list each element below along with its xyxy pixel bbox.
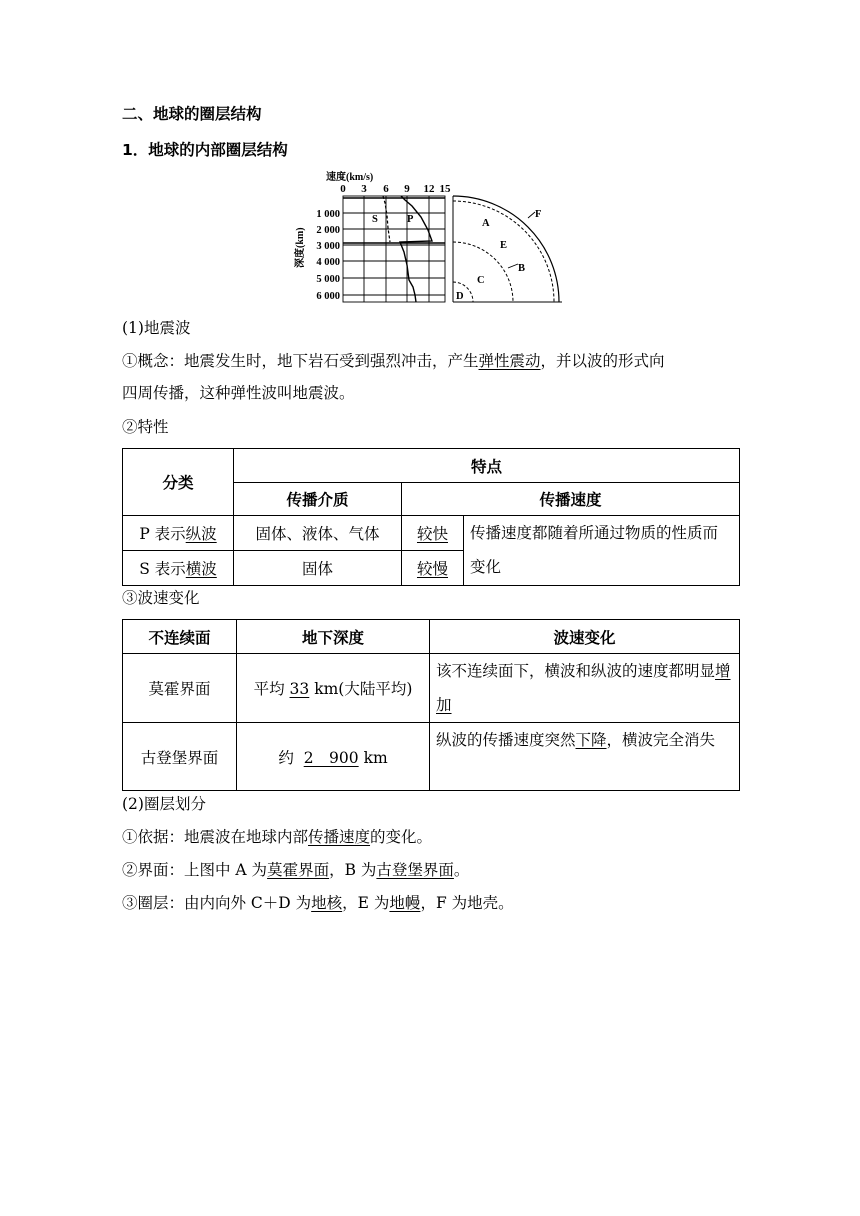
- medium-cell: 固体: [234, 551, 402, 586]
- waves-heading: (1)地震波: [122, 319, 191, 337]
- depth-prefix: 约: [278, 748, 304, 767]
- spheres-term-2: 地幔: [389, 894, 421, 912]
- table-row: [123, 654, 740, 723]
- p-wave-label: P: [407, 214, 414, 225]
- speed-tick: 15: [439, 183, 451, 195]
- s-wave-curve: [383, 196, 390, 242]
- depth-tick: 6 000: [316, 291, 340, 302]
- change-cell: [430, 723, 740, 791]
- speed-change-table: [122, 619, 740, 791]
- col-depth-header: 地下深度: [237, 620, 430, 654]
- speed-tick: 3: [361, 183, 367, 195]
- speed-tick: 12: [423, 183, 435, 195]
- layers-heading: (2)圈层划分: [122, 795, 206, 813]
- layer-a-label: A: [482, 218, 490, 229]
- interfaces-suffix: 。: [453, 861, 470, 879]
- surface-cell: 古登堡界面: [123, 723, 237, 791]
- col-speed-header: 传播速度: [402, 483, 740, 516]
- layer-e-label: E: [500, 240, 508, 251]
- basis-suffix: 的变化。: [370, 828, 433, 846]
- interfaces-prefix: ②界面：上图中 A 为: [122, 861, 268, 879]
- layers-basis: [122, 826, 432, 848]
- concept-line-1: [122, 350, 665, 372]
- col-medium-header: 传播介质: [234, 483, 402, 516]
- props-heading: ②特性: [122, 418, 169, 436]
- spheres-term-1: 地核: [311, 894, 343, 912]
- spheres-mid: ，E 为: [342, 894, 390, 912]
- depth-tick: 3 000: [316, 241, 340, 252]
- change-heading: ③波速变化: [122, 589, 200, 607]
- concept-line-2: 四周传播，这种弹性波叫地震波。: [122, 384, 355, 402]
- basis-term: 传播速度: [308, 828, 371, 846]
- concept-term: 弹性震动: [478, 352, 541, 370]
- speed-tick: 9: [404, 183, 410, 195]
- s-wave-label: S: [372, 214, 378, 225]
- category-prefix: S 表示: [139, 560, 186, 578]
- depth-tick: 5 000: [316, 274, 340, 285]
- layers-spheres: [122, 892, 514, 914]
- interfaces-term-1: 莫霍界面: [267, 861, 330, 879]
- depth-value: 2 900: [303, 748, 359, 767]
- category-term: 横波: [185, 560, 217, 578]
- depth-axis-label: 深度(km): [295, 227, 306, 268]
- chart-grid: [343, 196, 445, 302]
- col-change-header: 波速变化: [430, 620, 740, 654]
- depth-tick: 4 000: [316, 257, 340, 268]
- speed-cell: [402, 516, 464, 551]
- interfaces-term-2: 古登堡界面: [376, 861, 454, 879]
- table-row: [123, 723, 740, 791]
- spheres-prefix: ③圈层：由内向外 C＋D 为: [122, 894, 312, 912]
- speed-tick: 0: [340, 183, 346, 195]
- earth-structure-figure: [290, 170, 575, 306]
- change-term: 增加: [436, 662, 731, 714]
- category-cell: [123, 516, 234, 551]
- layer-f-label: F: [535, 209, 542, 220]
- depth-tick: 2 000: [316, 225, 340, 236]
- layer-c-label: C: [477, 275, 485, 286]
- layer-b-label: B: [518, 263, 526, 274]
- concept-prefix: ①概念：地震发生时，地下岩石受到强烈冲击，产生: [122, 352, 479, 370]
- interfaces-mid: ，B 为: [329, 861, 377, 879]
- speed-axis-label: 速度(km/s): [326, 172, 374, 183]
- col-surface-header: 不连续面: [123, 620, 237, 654]
- col-feature-header: 特点: [234, 449, 740, 483]
- basis-prefix: ①依据：地震波在地球内部: [122, 828, 309, 846]
- change-prefix: 纵波的传播速度突然: [436, 731, 576, 749]
- category-cell: [123, 551, 234, 586]
- p-wave-curve: [400, 196, 432, 302]
- layer-d-label: D: [456, 291, 464, 302]
- change-term: 下降: [575, 731, 607, 749]
- section-title: 二、地球的圈层结构: [122, 105, 262, 123]
- section-subtitle: 1．地球的内部圈层结构: [122, 141, 288, 159]
- depth-value: 33: [289, 680, 310, 698]
- surface-cell: 莫霍界面: [123, 654, 237, 723]
- concept-suffix: ，并以波的形式向: [540, 352, 665, 370]
- category-prefix: P 表示: [139, 525, 186, 543]
- depth-suffix: km: [358, 748, 388, 767]
- speed-term: 较慢: [416, 560, 448, 578]
- spheres-suffix: ，F 为地壳。: [420, 894, 514, 912]
- speed-term: 较快: [416, 525, 448, 543]
- change-cell: [430, 654, 740, 723]
- depth-cell: [237, 723, 430, 791]
- depth-cell: [237, 654, 430, 723]
- earth-quadrant: [453, 196, 562, 302]
- speed-tick: 6: [383, 183, 389, 195]
- change-suffix: ，横波完全消失: [606, 731, 716, 749]
- medium-cell: 固体、液体、气体: [234, 516, 402, 551]
- properties-table: [122, 448, 740, 586]
- depth-suffix: km(大陆平均): [309, 680, 413, 698]
- depth-tick: 1 000: [316, 209, 340, 220]
- col-category-header: 分类: [123, 449, 234, 516]
- table-row: [123, 516, 740, 551]
- layers-interfaces: [122, 859, 469, 881]
- speed-note-cell: 传播速度都随着所通过物质的性质而变化: [464, 516, 740, 586]
- depth-prefix: 平均: [253, 680, 290, 698]
- change-prefix: 该不连续面下，横波和纵波的速度都明显: [436, 662, 716, 680]
- speed-cell: [402, 551, 464, 586]
- category-term: 纵波: [185, 525, 217, 543]
